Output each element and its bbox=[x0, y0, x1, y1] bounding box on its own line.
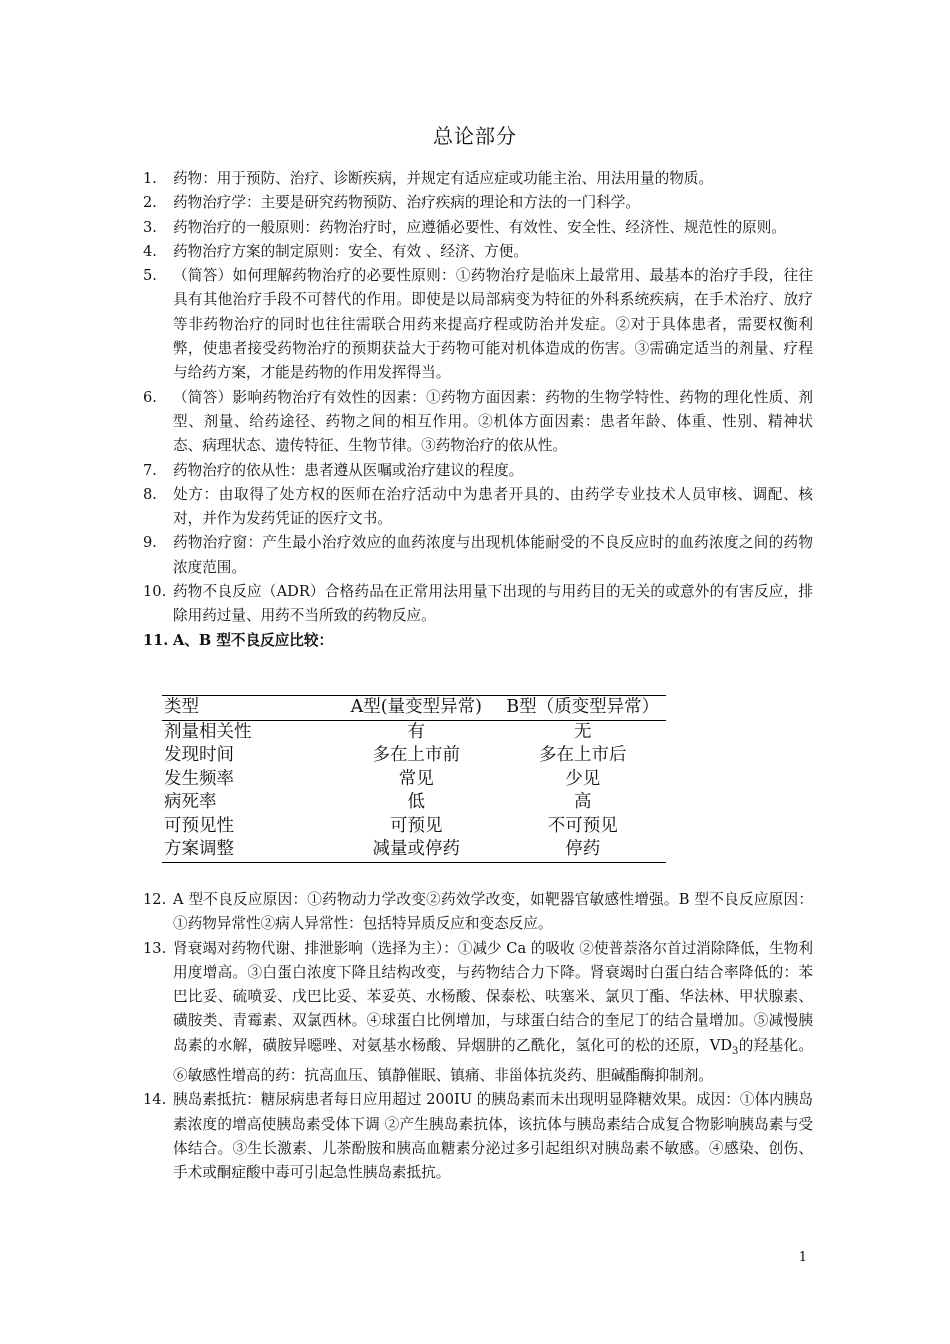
item-text: （简答）影响药物治疗有效性的因素：①药物方面因素：药物的生物学特性、药物的理化性质、剂型、剂量、给药途径、药物之间的相互作用。②机体方面因素：患者年龄、体重、性别、精神状态、病理状态、遗传特征、生物节律。③药物治疗的依从性。 bbox=[173, 388, 813, 455]
item-text: 药物治疗学：主要是研究药物预防、治疗疾病的理论和方法的一门科学。 bbox=[173, 194, 641, 212]
table-cell: 高 bbox=[573, 792, 592, 812]
list-item bbox=[143, 483, 813, 532]
item-number: 9. bbox=[143, 534, 157, 552]
table-cell: 无 bbox=[573, 721, 592, 742]
item-text: 药物治疗窗：产生最小治疗效应的血药浓度与出现机体能耐受的不良反应时的血药浓度之间的药物浓度范围。 bbox=[173, 534, 813, 576]
table-row bbox=[162, 838, 666, 862]
list-item bbox=[143, 264, 813, 385]
table-header-cell: B型（质变型异常） bbox=[499, 696, 666, 721]
item-text-wrapper bbox=[173, 937, 813, 1089]
table-cell: 可预见性 bbox=[164, 815, 234, 836]
item-list bbox=[143, 167, 813, 653]
item-number: 13. bbox=[143, 939, 167, 957]
item-list-continued bbox=[143, 888, 813, 1185]
table-cell: 多在上市后 bbox=[538, 745, 627, 765]
list-item bbox=[143, 167, 813, 191]
item-number: 6. bbox=[143, 388, 157, 406]
page-title: 总论部分 bbox=[433, 124, 517, 148]
item-number: 5. bbox=[143, 267, 157, 285]
item-number: 1. bbox=[143, 170, 157, 187]
item-text: 处方：由取得了处方权的医师在治疗活动中为患者开具的、由药学专业技术人员审核、调配、核对，并作为发药凭证的医疗文书。 bbox=[173, 485, 813, 528]
item-number: 10. bbox=[143, 583, 167, 601]
table-cell: 停药 bbox=[499, 838, 666, 862]
item-number: 4. bbox=[143, 242, 157, 260]
table-row bbox=[162, 815, 666, 839]
table-row bbox=[162, 768, 666, 792]
item-text: A 型不良反应原因：①药物动力学改变②药效学改变，如靶器官敏感性增强。B 型不良反应原因：①药物异常性②病人异常性：包括特异质反应和变态反应。 bbox=[173, 891, 813, 933]
list-item bbox=[143, 1088, 813, 1185]
table-header-cell: 类型 bbox=[162, 696, 333, 721]
item-number: 7. bbox=[143, 461, 157, 479]
table-cell: 病死率 bbox=[164, 792, 217, 812]
list-item bbox=[143, 459, 813, 483]
table-row bbox=[162, 791, 666, 815]
item-text: 药物治疗方案的制定原则：安全、有效 、经济、方便。 bbox=[173, 242, 528, 260]
item-text: 药物治疗的一般原则：药物治疗时，应遵循必要性、有效性、安全性、经济性、规范性的原则。 bbox=[173, 218, 786, 236]
table-row bbox=[162, 744, 666, 768]
item-text: 的羟基化。⑥敏感性增高的药：抗高血压、镇静催眠、镇痛、非甾体抗炎药、胆碱酯酶抑制剂。 bbox=[173, 1036, 813, 1084]
item-text: 胰岛素抵抗：糖尿病患者每日应用超过 200IU 的胰岛素而未出现明显降糖效果。成因：①体内胰岛素浓度的增高使胰岛素受体下调 ②产生胰岛素抗体，该抗体与胰岛素结合成复合物影响胰岛素与受体结合。③生长激素、儿茶酚胺和胰高血糖素分泌过多引起组织对胰岛素不敏感。④感染、创伤、手术或酮症酸中毒可引起急性胰岛素抵抗。 bbox=[173, 1091, 813, 1182]
item-text: 药物：用于预防、治疗、诊断疾病，并规定有适应症或功能主治、用法用量的物质。 bbox=[173, 170, 713, 187]
table-cell: 不可预见 bbox=[547, 815, 618, 836]
list-item bbox=[143, 888, 813, 937]
list-item bbox=[143, 531, 813, 580]
item-text: A、B 型不良反应比较： bbox=[173, 631, 334, 649]
table-cell: 发现时间 bbox=[164, 745, 234, 765]
list-item bbox=[143, 937, 813, 1089]
table-cell: 剂量相关性 bbox=[164, 721, 252, 742]
item-number: 8. bbox=[143, 485, 157, 503]
adr-comparison-table bbox=[162, 695, 666, 863]
list-item bbox=[143, 580, 813, 629]
item-number: 12. bbox=[143, 891, 167, 908]
item-number: 3. bbox=[143, 218, 157, 236]
table-cell: 低 bbox=[407, 792, 426, 812]
item-number: 14. bbox=[143, 1091, 167, 1109]
list-item bbox=[143, 629, 813, 653]
item-number: 11. bbox=[143, 631, 169, 649]
table-cell: 有 bbox=[407, 721, 426, 742]
table-cell: 少见 bbox=[565, 768, 601, 789]
list-item bbox=[143, 216, 813, 240]
item-text: 肾衰竭对药物代谢、排泄影响（选择为主）：①减少 Ca 的吸收 ②使普萘洛尔首过消除降低，生物利用度增高。③白蛋白浓度下降且结构改变，与药物结合力下降。肾衰竭时白蛋白结合率降低的：苯巴比妥、硫喷妥、戊巴比妥、苯妥英、水杨酸、保泰松、呋塞米、氯贝丁酯、华法林、甲状腺素、磺胺类、青霉素、双氯西林。④球蛋白比例增加，与球蛋白结合的奎尼丁的结合量增加。⑤减慢胰岛素的水解，磺胺异噁唑、对氨基水杨酸、异烟肼的乙酰化，氢化可的松的还原，VD bbox=[173, 939, 813, 1054]
item-text: （简答）如何理解药物治疗的必要性原则：①药物治疗是临床上最常用、最基本的治疗手段，往往具有其他治疗手段不可替代的作用。即使是以局部病变为特征的外科系统疾病，在手术治疗、放疗等非药物治疗的同时也往往需联合用药来提高疗程或防治并发症。②对于具体患者，需要权衡利弊，使患者接受药物治疗的预期获益大于药物可能对机体造成的伤害。③需确定适当的剂量、疗程与给药方案，才能是药物的作用发挥得当。 bbox=[173, 267, 813, 382]
list-item bbox=[143, 191, 813, 215]
subscript: 3 bbox=[732, 1045, 739, 1057]
table-cell: 常见 bbox=[398, 768, 434, 789]
table-cell: 减量或停药 bbox=[333, 838, 499, 862]
table-cell: 方案调整 bbox=[162, 838, 333, 862]
table-row bbox=[162, 720, 666, 744]
table-cell: 多在上市前 bbox=[372, 745, 461, 765]
item-text: 药物不良反应（ADR）合格药品在正常用法用量下出现的与用药目的无关的或意外的有害反应，排除用药过量、用药不当所致的药物反应。 bbox=[173, 583, 813, 625]
table-header-cell: A型(量变型异常) bbox=[333, 696, 499, 721]
table-cell: 发生频率 bbox=[164, 768, 234, 789]
list-item bbox=[143, 240, 813, 264]
item-text: 药物治疗的依从性：患者遵从医嘱或治疗建议的程度。 bbox=[173, 461, 524, 479]
list-item bbox=[143, 386, 813, 459]
table-cell: 可预见 bbox=[390, 815, 443, 836]
item-number: 2. bbox=[143, 194, 157, 212]
table-header-row bbox=[162, 696, 666, 721]
page-number: 1 bbox=[798, 1250, 807, 1265]
